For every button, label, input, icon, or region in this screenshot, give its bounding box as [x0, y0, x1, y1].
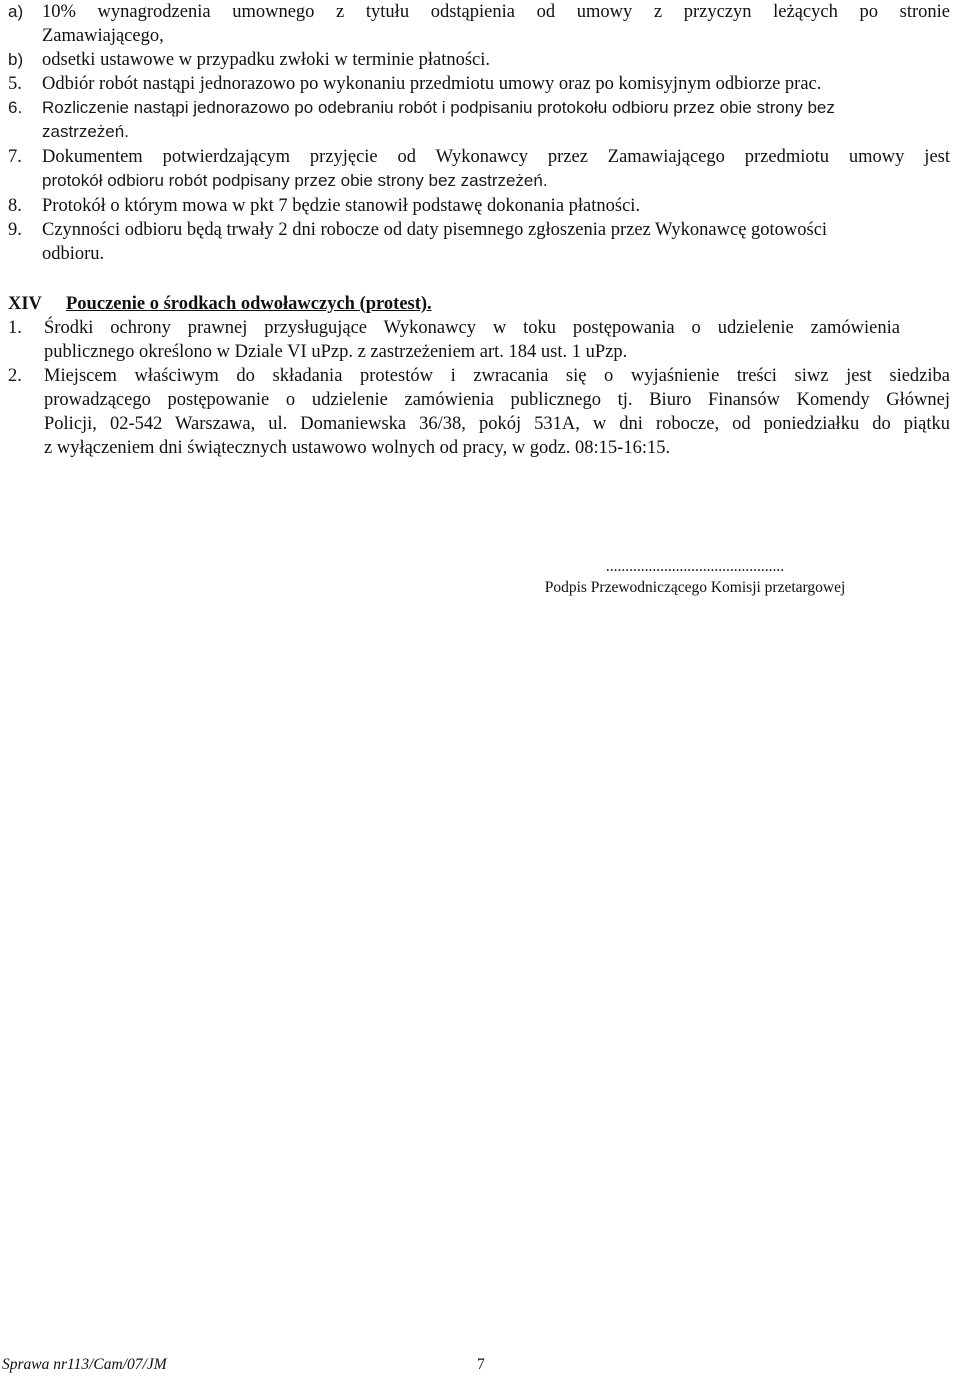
list-marker: 7. — [8, 147, 22, 167]
list-marker: b) — [8, 50, 24, 69]
text-line: Protokół o którym mowa w pkt 7 będzie stanowił podstawę dokonania płatności. — [42, 196, 641, 216]
text-line: odsetki ustawowe w przypadku zwłoki w terminie płatności. — [42, 50, 491, 70]
text-line: publicznego określono w Dziale VI uPzp. z zastrzeżeniem art. 184 ust. 1 uPzp. — [44, 342, 628, 362]
section-title: Pouczenie o środkach odwoławczych (protest). — [66, 294, 432, 314]
list-marker: 2. — [8, 366, 22, 386]
list-marker: a) — [8, 2, 24, 21]
text-line: Policji, 02-542 Warszawa, ul. Domaniewska 36/38, pokój 531A, w dni robocze, od poniedziałku do piątku — [44, 414, 950, 434]
list-item-text — [44, 364, 950, 460]
text-line: Zamawiającego, — [42, 26, 164, 46]
text-line: protokół odbioru robót podpisany przez obie strony bez zastrzeżeń. — [42, 171, 548, 190]
list-item-text — [42, 0, 950, 48]
list-item-text — [42, 96, 950, 144]
list-item-text — [42, 72, 950, 96]
text-line: z wyłączeniem dni świątecznych ustawowo wolnych od pracy, w godz. 08:15-16:15. — [44, 438, 671, 458]
list-marker: 9. — [8, 220, 22, 240]
list-marker: 8. — [8, 196, 22, 216]
list-item-text — [42, 218, 950, 266]
text-line: Rozliczenie nastąpi jednorazowo po odebraniu robót i podpisaniu protokołu odbioru przez obie strony bez — [42, 98, 835, 117]
list-marker: 1. — [8, 318, 22, 338]
list-item-text — [42, 48, 950, 72]
page-number: 7 — [477, 1356, 485, 1373]
list-item-text — [44, 316, 900, 364]
text-line: Dokumentem potwierdzającym przyjęcie od Wykonawcy przez Zamawiającego przedmiotu umowy jest — [42, 147, 950, 167]
list-marker: 5. — [8, 74, 22, 94]
list-marker: 6. — [8, 98, 23, 117]
text-line: 10% wynagrodzenia umownego z tytułu odstąpienia od umowy z przyczyn leżących po stronie — [42, 2, 950, 22]
text-line: Miejscem właściwym do składania protestów i zwracania się o wyjaśnienie treści siwz jest siedziba — [44, 366, 950, 386]
text-line: prowadzącego postępowanie o udzielenie zamówienia publicznego tj. Biuro Finansów Komendy Głównej — [44, 390, 950, 410]
text-line: zastrzeżeń. — [42, 122, 129, 141]
section-number: XIV — [8, 294, 42, 314]
signature-label: Podpis Przewodniczącego Komisji przetargowej — [544, 579, 846, 596]
list-item-text — [42, 194, 950, 218]
text-line: Środki ochrony prawnej przysługujące Wykonawcy w toku postępowania o udzielenie zamówienia — [44, 318, 900, 338]
text-line: odbioru. — [42, 244, 105, 264]
list-item-text — [42, 145, 950, 193]
text-line: Czynności odbioru będą trwały 2 dni robocze od daty pisemnego zgłoszenia przez Wykonawcę gotowości — [42, 220, 828, 240]
case-reference: Sprawa nr113/Cam/07/JM — [2, 1356, 167, 1373]
signature-dots: .............................................. — [605, 558, 785, 575]
text-line: Odbiór robót nastąpi jednorazowo po wykonaniu przedmiotu umowy oraz po komisyjnym odbiorze prac. — [42, 74, 822, 94]
